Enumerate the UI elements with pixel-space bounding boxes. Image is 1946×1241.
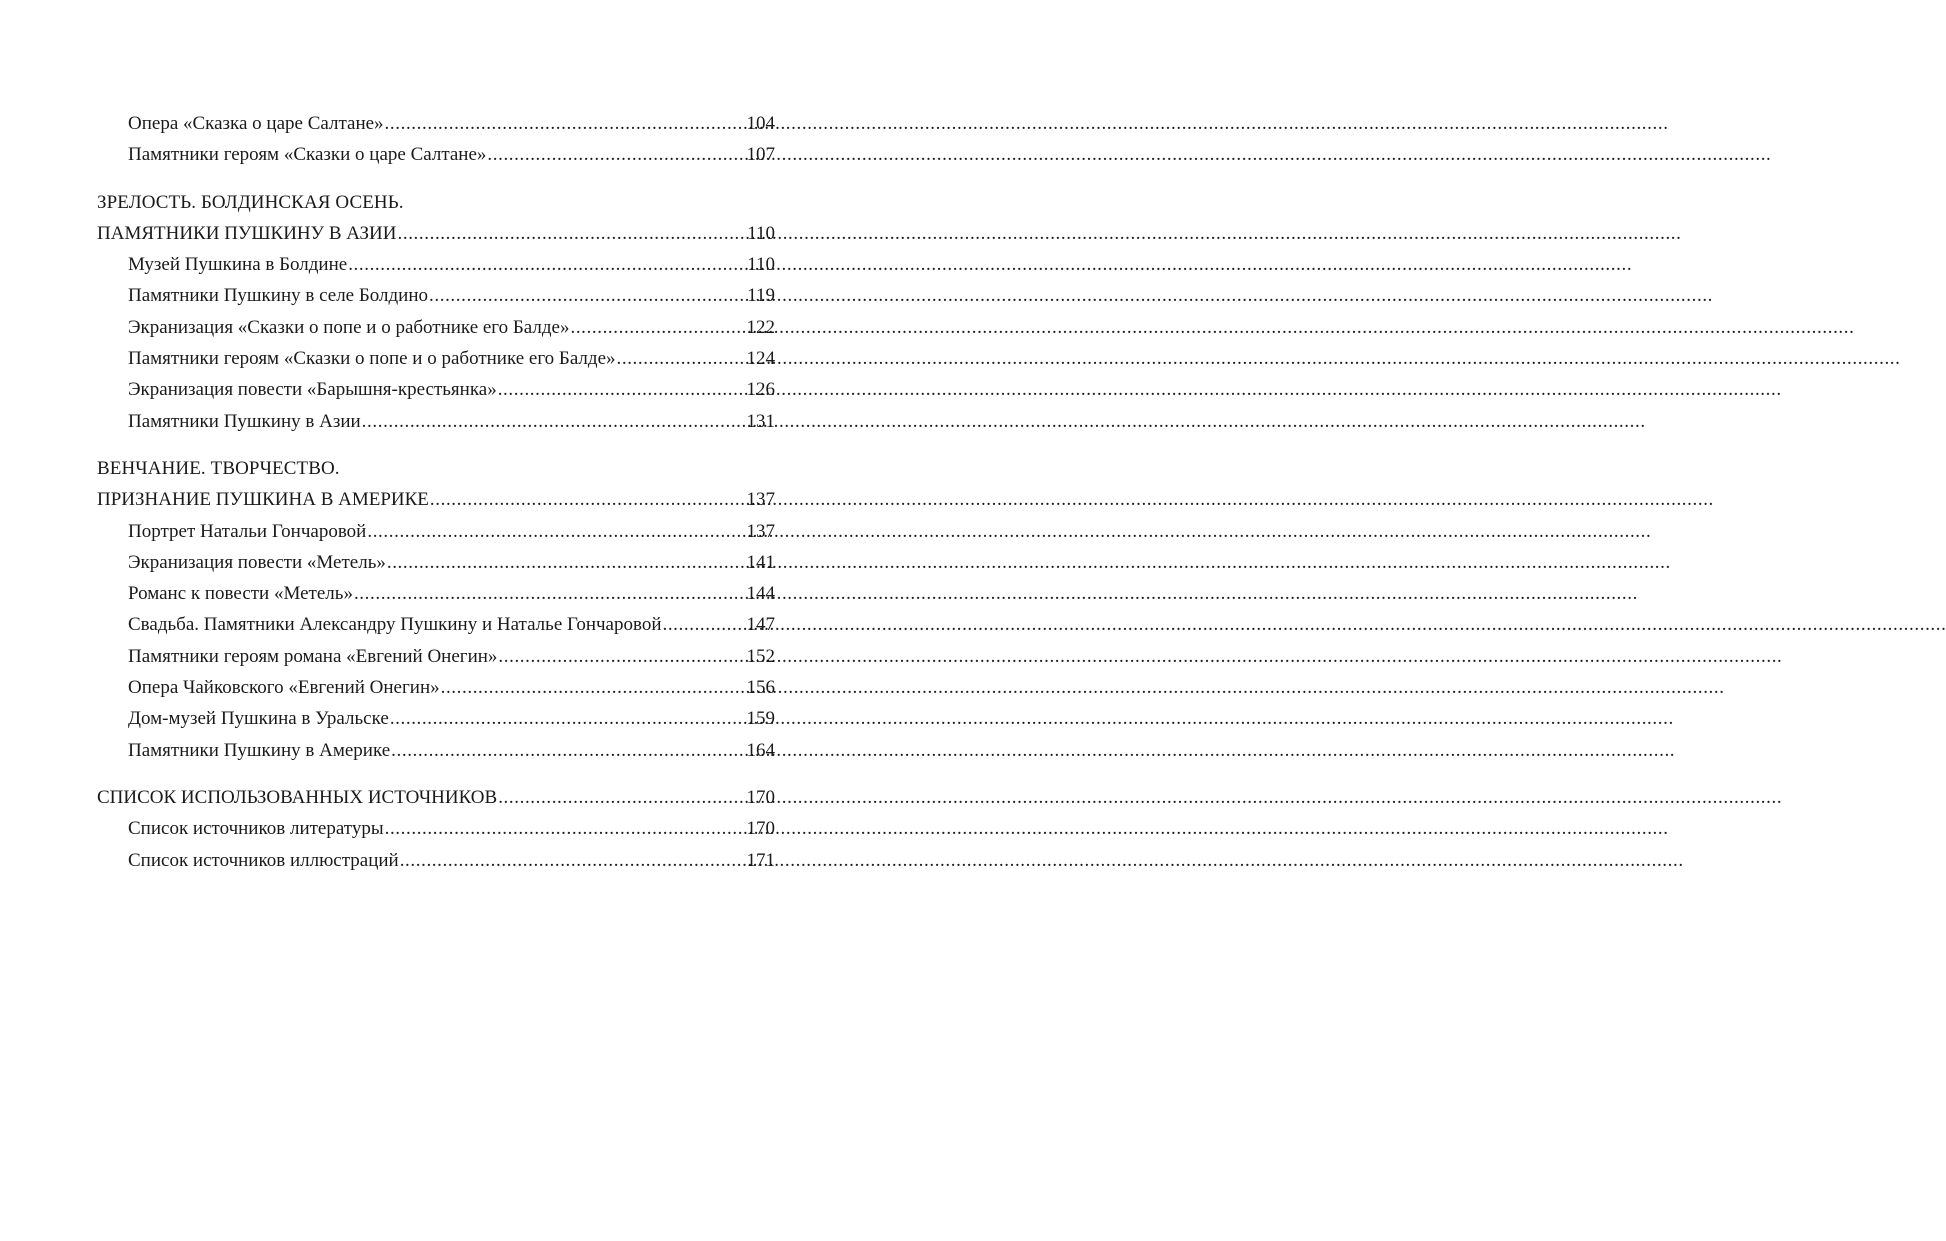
dot-leader <box>498 641 745 672</box>
dot-leader <box>367 516 745 547</box>
toc-entry[interactable] <box>97 374 775 405</box>
dot-leader <box>498 782 745 813</box>
toc-entry-title: Опера «Сказка о царе Салтане» <box>128 113 384 134</box>
toc-entry[interactable] <box>97 813 775 844</box>
toc-entry-title: Памятники героям «Сказки о царе Салтане» <box>128 144 487 166</box>
toc-entry-page: 126 <box>746 379 775 401</box>
toc-entry-page: 170 <box>746 818 775 840</box>
dot-leader <box>430 484 746 515</box>
table-of-contents <box>97 108 775 892</box>
toc-entry-page: 171 <box>746 849 775 871</box>
toc-heading-title: ПРИЗНАНИЕ ПУШКИНА В АМЕРИКЕ <box>97 489 429 511</box>
toc-entry-title: Свадьба. Памятники Александру Пушкину и Наталье Гончаровой <box>128 614 662 636</box>
toc-section <box>97 108 775 171</box>
dot-leader <box>354 578 746 609</box>
toc-entry-page: 152 <box>746 645 775 667</box>
toc-entry-title: Памятники героям «Сказки о попе и о работнике его Балде» <box>128 348 616 370</box>
toc-entry-page: 107 <box>746 144 775 166</box>
toc-heading-page: 110 <box>747 222 775 244</box>
toc-entry-title: Памятники Пушкину в Азии <box>128 410 361 432</box>
toc-entry[interactable] <box>97 249 775 280</box>
toc-entry-title: Памятники Пушкину в селе Болдино <box>128 285 429 307</box>
dot-leader <box>348 249 746 280</box>
toc-section <box>97 187 775 437</box>
dot-leader <box>400 845 746 876</box>
toc-heading-page: 137 <box>746 489 775 511</box>
dot-leader <box>570 312 745 343</box>
toc-entry-title: Экранизация повести «Барышня-крестьянка» <box>128 379 497 401</box>
toc-entry[interactable] <box>97 343 775 374</box>
toc-section <box>97 453 775 766</box>
toc-section-heading-entry[interactable] <box>97 484 775 515</box>
toc-entry-page: 159 <box>746 708 775 730</box>
toc-entry-page: 122 <box>746 316 775 338</box>
toc-heading-title: ПАМЯТНИКИ ПУШКИНУ В АЗИИ <box>97 222 397 244</box>
toc-entry[interactable] <box>97 641 775 672</box>
dot-leader <box>385 108 746 139</box>
dot-leader <box>429 280 746 311</box>
toc-section-heading: ВЕНЧАНИЕ. ТВОРЧЕСТВО. <box>97 457 340 479</box>
toc-entry-title: Опера Чайковского «Евгений Онегин» <box>128 677 440 699</box>
toc-entry-page: 144 <box>746 583 775 605</box>
toc-heading-page: 170 <box>746 786 775 808</box>
toc-entry[interactable] <box>97 672 775 703</box>
toc-entry-title: Музей Пушкина в Болдине <box>128 254 348 276</box>
toc-entry[interactable] <box>97 845 775 876</box>
toc-entry[interactable] <box>97 280 775 311</box>
toc-entry-page: 137 <box>746 520 775 542</box>
toc-entry-page: 156 <box>746 677 775 699</box>
toc-section-heading-entry[interactable] <box>97 782 775 813</box>
toc-entry[interactable] <box>97 609 775 640</box>
dot-leader <box>487 139 745 170</box>
toc-entry[interactable] <box>97 703 775 734</box>
toc-entry-title: Портрет Натальи Гончаровой <box>128 520 367 542</box>
toc-entry[interactable] <box>97 406 775 437</box>
toc-entry[interactable] <box>97 108 775 139</box>
toc-entry-title: Романс к повести «Метель» <box>128 583 353 605</box>
toc-entry-page: 164 <box>746 739 775 761</box>
toc-entry[interactable] <box>97 578 775 609</box>
dot-leader <box>385 813 746 844</box>
toc-section-heading: ЗРЕЛОСТЬ. БОЛДИНСКАЯ ОСЕНЬ. <box>97 191 404 213</box>
toc-entry[interactable] <box>97 735 775 766</box>
toc-entry-title: Экранизация повести «Метель» <box>128 551 386 573</box>
dot-leader <box>441 672 746 703</box>
toc-section <box>97 782 775 876</box>
toc-entry-page: 147 <box>746 614 775 636</box>
toc-entry-page: 104 <box>746 113 775 134</box>
dot-leader <box>662 609 745 640</box>
dot-leader <box>387 547 746 578</box>
dot-leader <box>617 343 746 374</box>
dot-leader <box>498 374 746 405</box>
toc-entry-page: 131 <box>746 410 775 432</box>
dot-leader <box>390 703 746 734</box>
toc-entry[interactable] <box>97 516 775 547</box>
dot-leader <box>362 406 746 437</box>
toc-section-heading-entry[interactable] <box>97 218 775 249</box>
toc-entry-title: Список источников литературы <box>128 818 384 840</box>
toc-entry-page: 119 <box>747 285 775 307</box>
toc-entry-page: 124 <box>746 348 775 370</box>
toc-entry-title: Список источников иллюстраций <box>128 849 399 871</box>
toc-entry-title: Дом-музей Пушкина в Уральске <box>128 708 389 730</box>
toc-entry-page: 141 <box>746 551 775 573</box>
toc-heading-title: СПИСОК ИСПОЛЬЗОВАННЫХ ИСТОЧНИКОВ <box>97 786 498 808</box>
dot-leader <box>391 735 745 766</box>
dot-leader <box>398 218 747 249</box>
toc-entry-title: Памятники героям романа «Евгений Онегин» <box>128 645 498 667</box>
toc-entry-title: Экранизация «Сказки о попе и о работнике его Балде» <box>128 316 570 338</box>
toc-entry-page: 110 <box>747 254 775 276</box>
toc-entry-title: Памятники Пушкину в Америке <box>128 739 391 761</box>
toc-entry[interactable] <box>97 139 775 170</box>
toc-entry[interactable] <box>97 547 775 578</box>
toc-entry[interactable] <box>97 312 775 343</box>
